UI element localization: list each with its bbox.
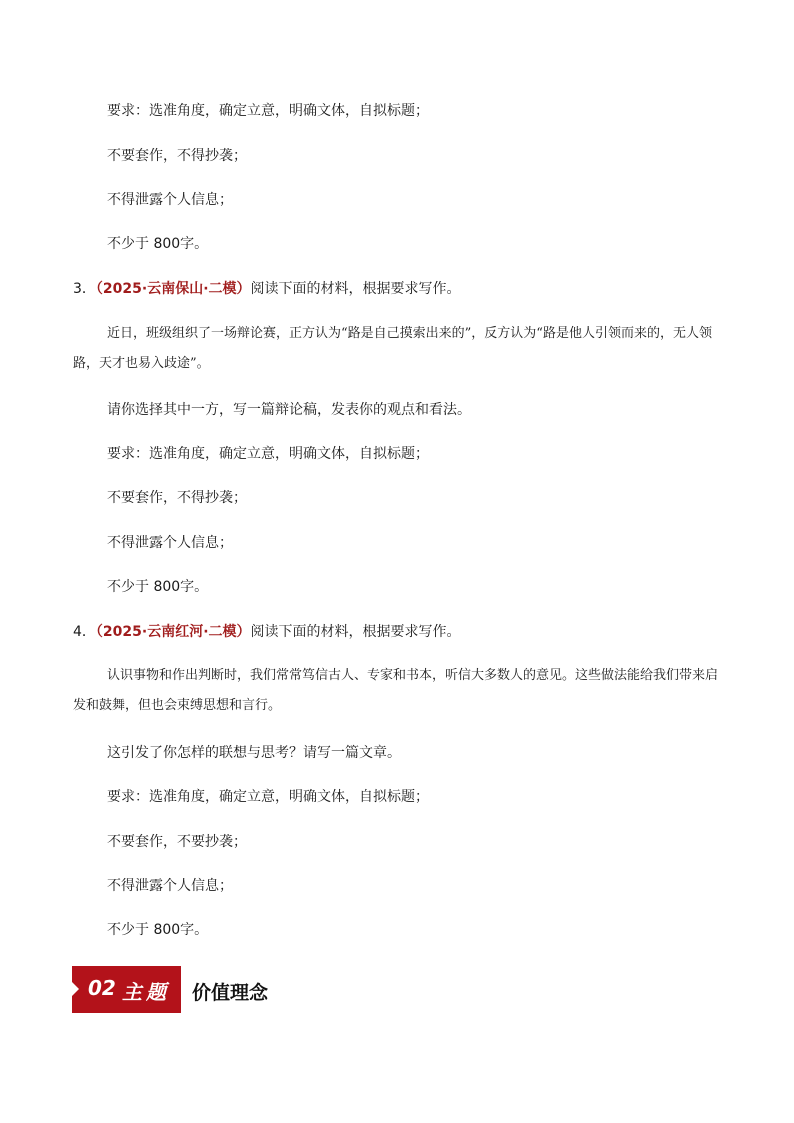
section-title: 价值理念 <box>192 982 269 1004</box>
section-tag: 主题 <box>122 980 170 1004</box>
no-copy-text: 不要套作，不得抄袭； <box>107 148 247 164</box>
question-3-heading <box>73 279 461 299</box>
requirement-text: 要求：选准角度，确定立意，明确文体，自拟标题； <box>107 103 429 119</box>
requirement-text: 要求：选准角度，确定立意，明确文体，自拟标题； <box>107 446 429 462</box>
question-prompt: 阅读下面的材料，根据要求写作。 <box>250 624 461 640</box>
no-leak-text: 不得泄露个人信息； <box>107 535 233 551</box>
question-source: （2025·云南红河·二模） <box>95 624 251 640</box>
question-4-material: 认识事物和作出判断时，我们常常笃信古人、专家和书本，听信大多数人的意见。这些做法能给我们带来启发和鼓舞，但也会束缚思想和言行。 <box>73 668 719 713</box>
section-banner <box>72 966 181 1013</box>
question-3-material: 近日，班级组织了一场辩论赛，正方认为“路是自己摸索出来的”，反方认为“路是他人引领而来的，无人领路，天才也易入歧途”。 <box>73 326 712 371</box>
no-leak-text: 不得泄露个人信息； <box>107 192 233 208</box>
no-copy-text: 不要套作，不要抄袭； <box>107 834 247 850</box>
question-4-task: 这引发了你怎样的联想与思考？请写一篇文章。 <box>107 745 401 761</box>
question-number: 4． <box>73 624 96 640</box>
min-length-text: 不少于 800字。 <box>107 922 209 938</box>
question-4-heading <box>73 622 461 642</box>
question-source: （2025·云南保山·二模） <box>95 281 251 297</box>
no-copy-text: 不要套作，不得抄袭； <box>107 490 247 506</box>
question-number: 3． <box>73 281 96 297</box>
min-length-text: 不少于 800字。 <box>107 236 209 252</box>
min-length-text: 不少于 800字。 <box>107 579 209 595</box>
section-number: 02 <box>88 976 116 1000</box>
requirement-text: 要求：选准角度，确定立意，明确文体，自拟标题； <box>107 789 429 805</box>
no-leak-text: 不得泄露个人信息； <box>107 878 233 894</box>
question-3-task: 请你选择其中一方，写一篇辩论稿，发表你的观点和看法。 <box>107 402 471 418</box>
question-prompt: 阅读下面的材料，根据要求写作。 <box>250 281 461 297</box>
banner-arrow-icon <box>72 982 79 996</box>
